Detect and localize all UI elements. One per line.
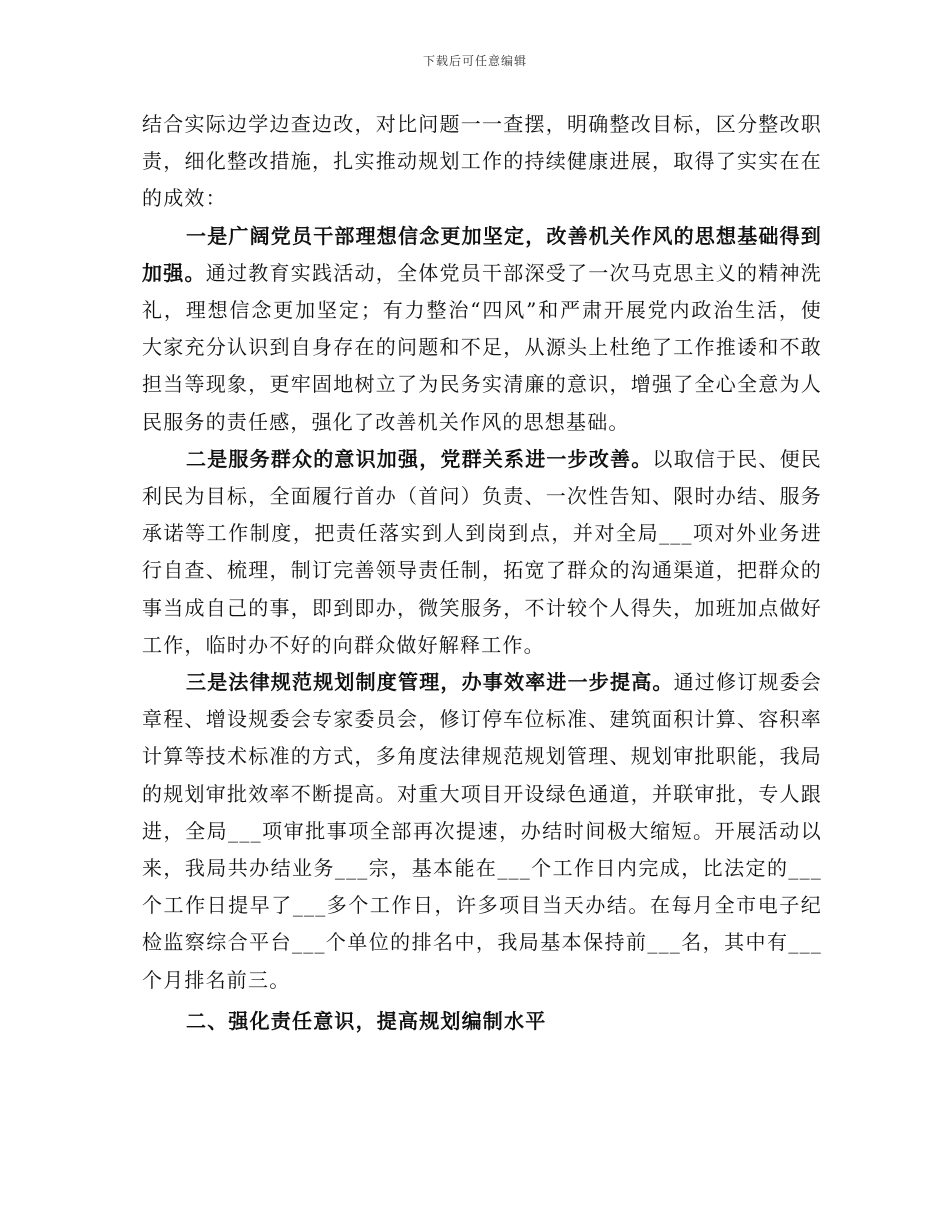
paragraph-point-three — [142, 664, 822, 999]
point-three-body: 通过修订规委会章程、增设规委会专家委员会，修订停车位标准、建筑面积计算、容积率计算等技术标准的方式，多角度法律规范规划管理、规划审批职能，我局的规划审批效率不断提高。对重大项目开设绿色通道，并联审批，专人跟进，全局___项审批事项全部再次提速，办结时间极大缩短。开展活动以来，我局共办结业务___宗，基本能在___个工作日内完成，比法定的___个工作日提早了___多个工作日，许多项目当天办结。在每月全市电子纪检监察综合平台___个单位的排名中，我局基本保持前___名，其中有___个月排名前三。 — [142, 670, 823, 992]
document-body — [142, 106, 822, 1040]
point-three-lead: 三是法律规范规划制度管理，办事效率进一步提高。 — [186, 670, 674, 695]
paragraph-intro: 结合实际边学边查边改，对比问题一一查摆，明确整改目标，区分整改职责，细化整改措施，扎实推动规划工作的持续健康进展，取得了实实在在的成效： — [142, 112, 822, 211]
point-one-body: 通过教育实践活动，全体党员干部深受了一次马克思主义的精神洗礼，理想信念更加坚定；有力整治“四风”和严肃开展党内政治生活，使大家充分认识到自身存在的问题和不足，从源头上杜绝了工作推诿和不敢担当等现象，更牢固地树立了为民务实清廉的意识，增强了全心全意为人民服务的责任感，强化了改善机关作风的思想基础。 — [142, 260, 822, 434]
paragraph-point-one — [142, 218, 822, 441]
point-two-body: 以取信于民、便民利民为目标，全面履行首办（首问）负责、一次性告知、限时办结、服务承诺等工作制度，把责任落实到人到岗到点，并对全局___项对外业务进行自查、梳理，制订完善领导责任制，拓宽了群众的沟通渠道，把群众的事当成自己的事，即到即办，微笑服务，不计较个人得失，加班加点做好工作，临时办不好的向群众做好解释工作。 — [142, 446, 823, 657]
point-one-lead: 一是广阔党员干部理想信念更加坚定，改善机关作风的思想基础得到加强。 — [142, 223, 822, 285]
point-two-lead: 二是服务群众的意识加强，党群关系进一步改善。 — [186, 446, 653, 471]
paragraph-point-two — [142, 441, 822, 664]
page-header: 下载后可任意编辑 — [422, 54, 527, 68]
section-heading: 二、强化责任意识，提高规划编制水平 — [186, 1008, 547, 1033]
